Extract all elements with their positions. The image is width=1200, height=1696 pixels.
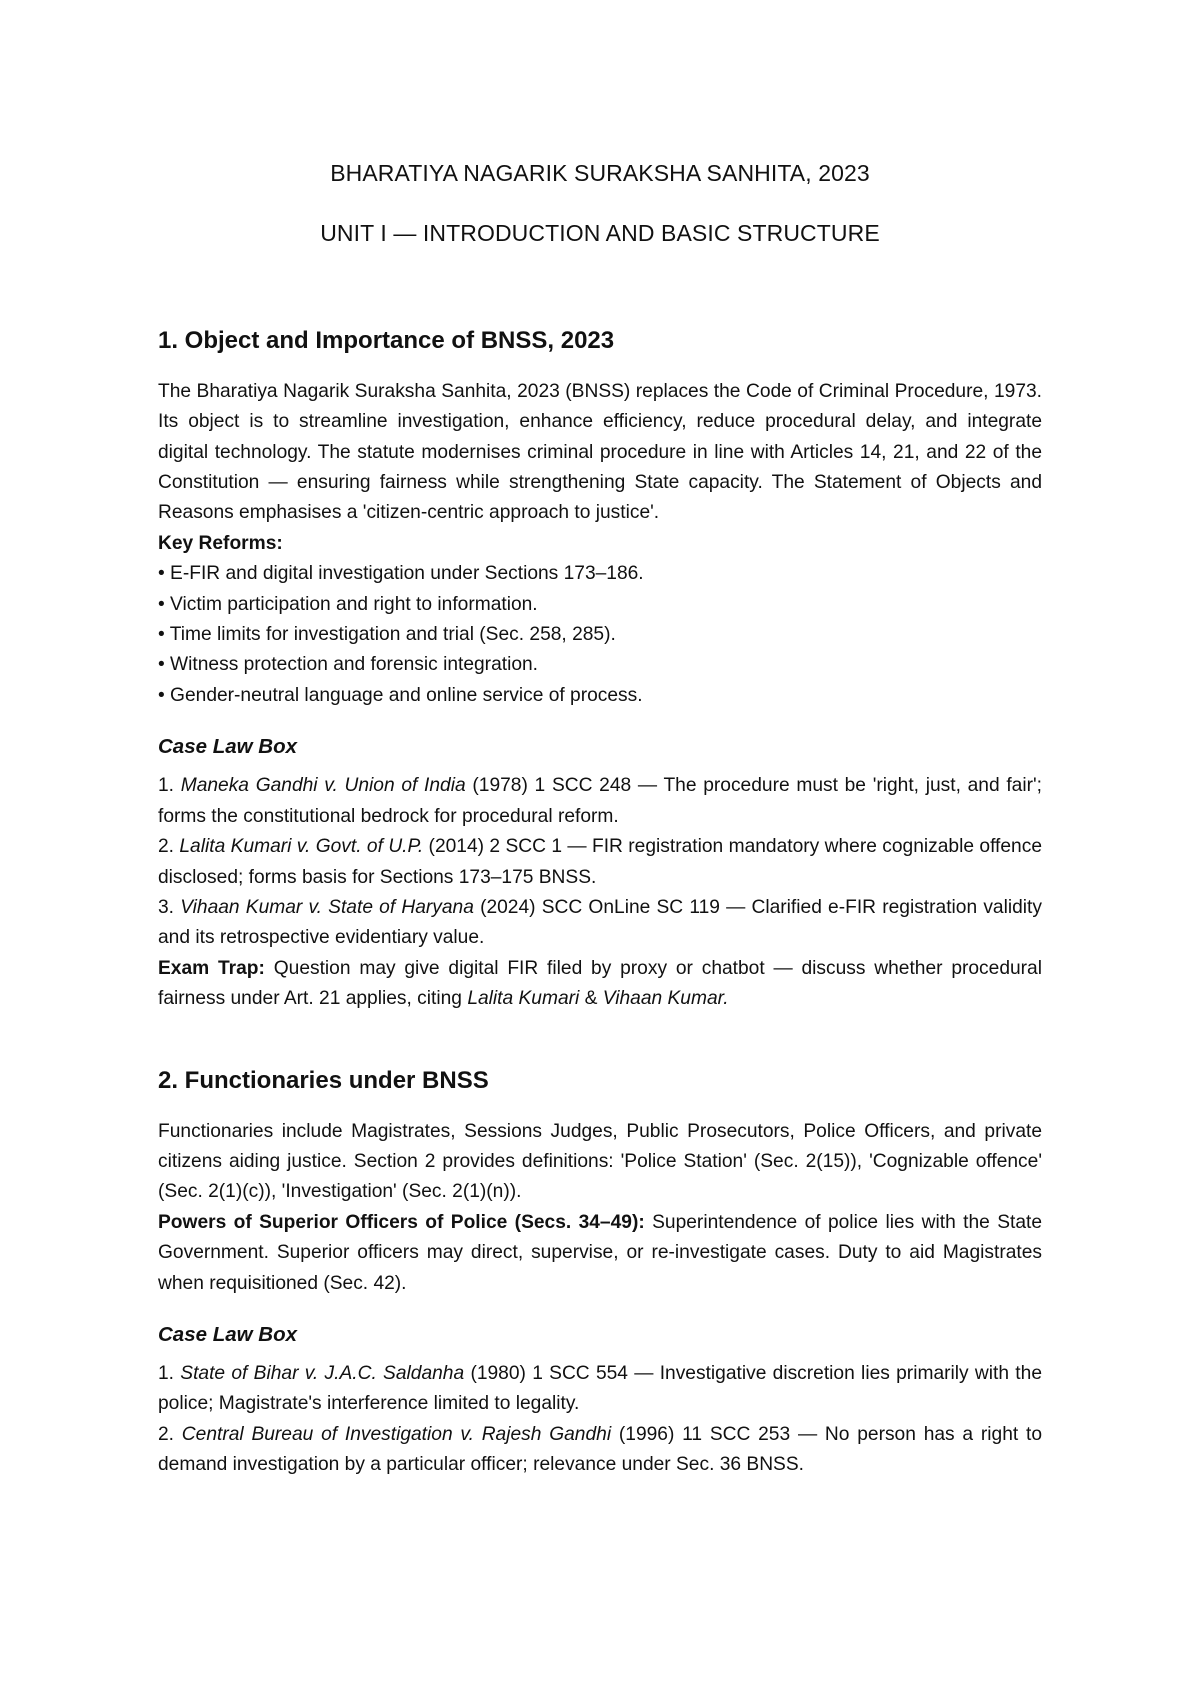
- section-1-intro: The Bharatiya Nagarik Suraksha Sanhita, 2023 (BNSS) replaces the Code of Criminal Procedure, 1973. Its object is to streamline investigation, enhance efficiency, reduce procedural delay, and integrate digital technology. The statute modernises criminal procedure in line with Articles 14, 21, and 22 of the Constitution — ensuring fairness while strengthening State capacity. The Statement of Objects and Reasons emphasises a 'citizen-centric approach to justice'.: [158, 380, 1042, 524]
- section-2-heading: 2. Functionaries under BNSS: [158, 1066, 489, 1094]
- key-reforms-label: Key Reforms:: [158, 532, 283, 554]
- list-item: • E-FIR and digital investigation under Sections 173–186.: [158, 563, 644, 585]
- document-title: BHARATIYA NAGARIK SURAKSHA SANHITA, 2023: [330, 160, 870, 186]
- document-header: [158, 0, 1042, 249]
- section-1-heading: 1. Object and Importance of BNSS, 2023: [158, 326, 615, 354]
- list-item: • Victim participation and right to information.: [158, 593, 538, 615]
- case-entry: 3. Vihaan Kumar v. State of Haryana (2024) SCC OnLine SC 119 — Clarified e-FIR registration validity and its retrospective evidentiary value.: [158, 896, 1042, 949]
- case-name: Vihaan Kumar v. State of Haryana: [180, 896, 474, 918]
- case-law-box-heading: Case Law Box: [158, 735, 297, 759]
- case-name: Central Bureau of Investigation v. Rajesh Gandhi: [181, 1423, 612, 1445]
- case-entry: 1. Maneka Gandhi v. Union of India (1978) 1 SCC 248 — The procedure must be 'right, just, and fair'; forms the constitutional bedrock for procedural reform.: [158, 775, 1043, 827]
- exam-trap: Exam Trap: Question may give digital FIR filed by proxy or chatbot — discuss whether procedural fairness under Art. 21 applies, citing Lalita Kumari & Vihaan Kumar.: [158, 957, 1042, 1010]
- case-entry: 1. State of Bihar v. J.A.C. Saldanha (1980) 1 SCC 554 — Investigative discretion lies primarily with the police; Magistrate's interference limited to legality.: [158, 1362, 1042, 1415]
- exam-trap-label: Exam Trap:: [158, 957, 265, 979]
- list-item: • Time limits for investigation and trial (Sec. 258, 285).: [158, 624, 616, 646]
- case-entry: 2. Lalita Kumari v. Govt. of U.P. (2014) 2 SCC 1 — FIR registration mandatory where cognizable offence disclosed; forms basis for Sections 173–175 BNSS.: [158, 836, 1042, 888]
- case-law-box-heading: Case Law Box: [158, 1322, 297, 1346]
- section-2-intro: Functionaries include Magistrates, Sessions Judges, Public Prosecutors, Police Officers, and private citizens aiding justice. Section 2 provides definitions: 'Police Station' (Sec. 2(15)), 'Cognizable offence' (Sec. 2(1)(c)), 'Investigation' (Sec. 2(1)(n)).: [158, 1120, 1042, 1203]
- police-powers-paragraph: Powers of Superior Officers of Police (Secs. 34–49): Superintendence of police lies with the State Government. Superior officers may direct, supervise, or re-investigate cases. Duty to aid Magistrates when requisitioned (Sec. 42).: [158, 1211, 1042, 1294]
- case-name: State of Bihar v. J.A.C. Saldanha: [180, 1362, 465, 1384]
- police-powers-label: Powers of Superior Officers of Police (Secs. 34–49):: [158, 1211, 645, 1233]
- list-item: • Gender-neutral language and online service of process.: [158, 684, 643, 706]
- case-name: Lalita Kumari v. Govt. of U.P.: [179, 836, 424, 858]
- case-name: Maneka Gandhi v. Union of India: [180, 775, 466, 797]
- list-item: • Witness protection and forensic integration.: [158, 654, 539, 676]
- key-reforms-list: [158, 559, 1042, 711]
- unit-title: UNIT I — INTRODUCTION AND BASIC STRUCTURE: [320, 220, 880, 247]
- case-entry: 2. Central Bureau of Investigation v. Rajesh Gandhi (1996) 11 SCC 253 — No person has a right to demand investigation by a particular officer; relevance under Sec. 36 BNSS.: [158, 1423, 1042, 1476]
